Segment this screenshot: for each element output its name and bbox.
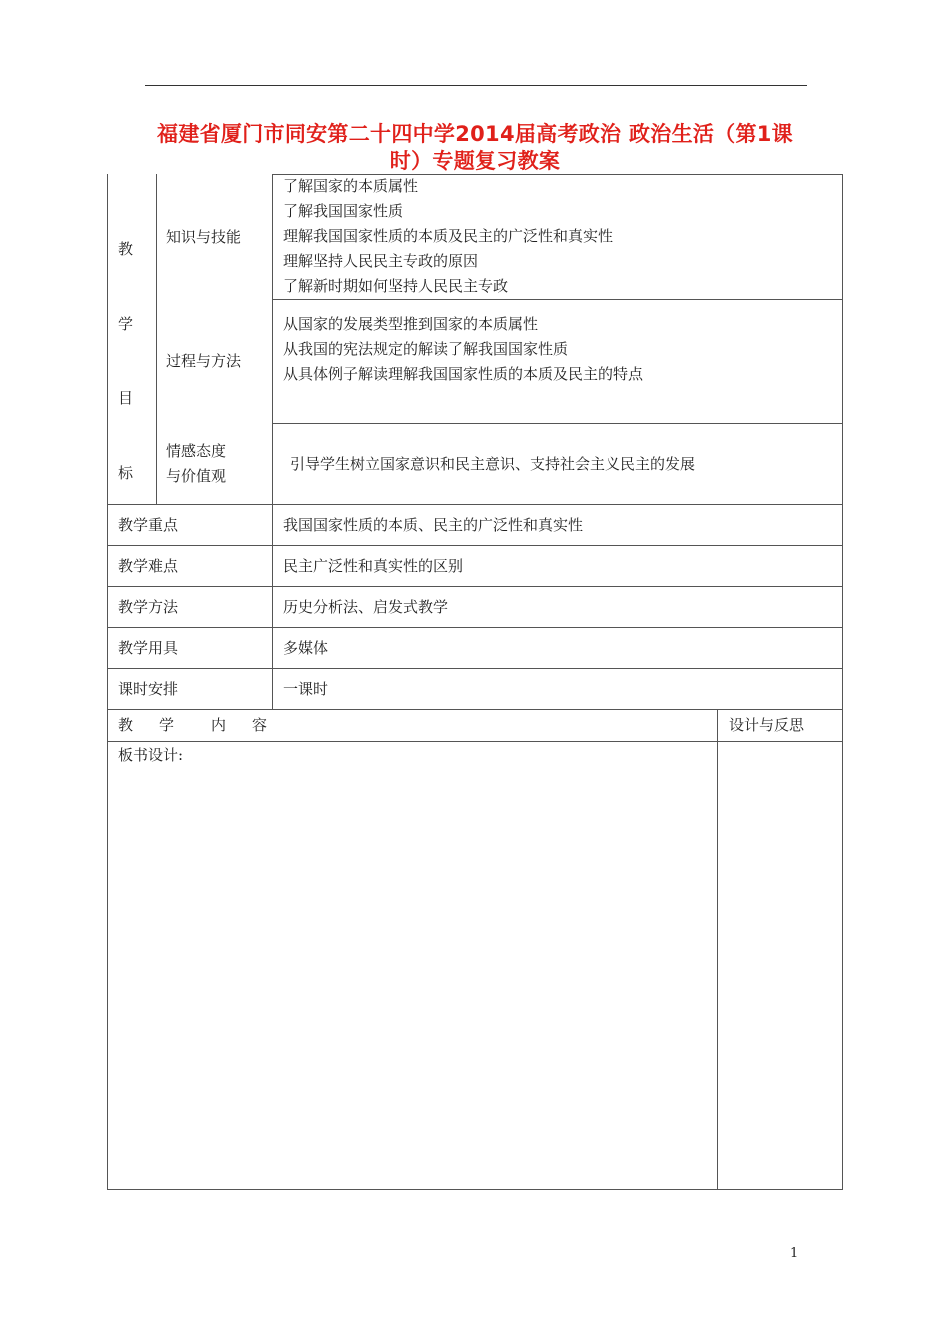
row-label-difficulties: 教学难点 xyxy=(118,557,179,575)
row-value-schedule: 一课时 xyxy=(283,680,329,698)
emotion-label xyxy=(166,439,226,489)
row-value-key-points: 我国国家性质的本质、民主的广泛性和真实性 xyxy=(283,516,584,534)
row-divider xyxy=(107,627,843,628)
list-item: 了解新时期如何坚持人民民主专政 xyxy=(283,277,509,295)
objectives-label-char: 标 xyxy=(118,464,134,482)
table-border-left xyxy=(107,174,108,1190)
row-value-methods: 历史分析法、启发式教学 xyxy=(283,598,449,616)
emotion-content: 引导学生树立国家意识和民主意识、支持社会主义民主的发展 xyxy=(290,455,696,473)
content-column-divider xyxy=(717,709,718,1190)
label-column-divider xyxy=(272,174,273,709)
emotion-label-line: 与价值观 xyxy=(166,467,227,485)
knowledge-label: 知识与技能 xyxy=(166,228,242,246)
process-label: 过程与方法 xyxy=(166,352,242,370)
row-divider xyxy=(107,741,843,742)
list-item: 从国家的发展类型推到国家的本质属性 xyxy=(283,315,539,333)
row-label-schedule: 课时安排 xyxy=(118,680,179,698)
row-divider xyxy=(107,586,843,587)
objectives-label-char: 学 xyxy=(118,315,134,333)
table-border-right xyxy=(842,174,843,1190)
objectives-label-char: 教 xyxy=(118,240,134,258)
list-item: 从具体例子解读理解我国国家性质的本质及民主的特点 xyxy=(283,365,644,383)
objectives-divider xyxy=(156,174,157,504)
row-divider xyxy=(272,299,843,300)
row-divider xyxy=(107,504,843,505)
row-divider xyxy=(107,545,843,546)
content-header-char: 内 xyxy=(211,716,227,734)
list-item: 理解坚持人民民主专政的原因 xyxy=(283,252,479,270)
page-number: 1 xyxy=(790,1246,799,1261)
table-bottom-border xyxy=(107,1189,843,1190)
board-design-label: 板书设计: xyxy=(118,746,184,764)
list-item: 理解我国国家性质的本质及民主的广泛性和真实性 xyxy=(283,227,614,245)
title-line-1: 福建省厦门市同安第二十四中学2014届高考政治 政治生活（第1课 xyxy=(157,122,793,146)
design-reflection-header: 设计与反思 xyxy=(729,716,805,734)
row-label-methods: 教学方法 xyxy=(118,598,179,616)
list-item: 了解我国国家性质 xyxy=(283,202,404,220)
document-title xyxy=(110,121,840,175)
title-line-2: 时）专题复习教案 xyxy=(389,149,561,173)
row-value-tools: 多媒体 xyxy=(283,639,329,657)
row-divider xyxy=(107,709,843,710)
row-divider xyxy=(107,668,843,669)
content-header-char: 容 xyxy=(252,716,268,734)
content-header-char: 学 xyxy=(159,716,175,734)
list-item: 从我国的宪法规定的解读了解我国国家性质 xyxy=(283,340,569,358)
list-item: 了解国家的本质属性 xyxy=(283,177,419,195)
row-label-tools: 教学用具 xyxy=(118,639,179,657)
content-header-char: 教 xyxy=(118,716,134,734)
header-rule xyxy=(145,85,807,86)
process-list xyxy=(283,312,643,387)
row-divider xyxy=(272,423,843,424)
row-label-key-points: 教学重点 xyxy=(118,516,179,534)
emotion-label-line: 情感态度 xyxy=(166,442,227,460)
row-value-difficulties: 民主广泛性和真实性的区别 xyxy=(283,557,464,575)
knowledge-list xyxy=(283,174,613,299)
objectives-label-char: 目 xyxy=(118,389,134,407)
